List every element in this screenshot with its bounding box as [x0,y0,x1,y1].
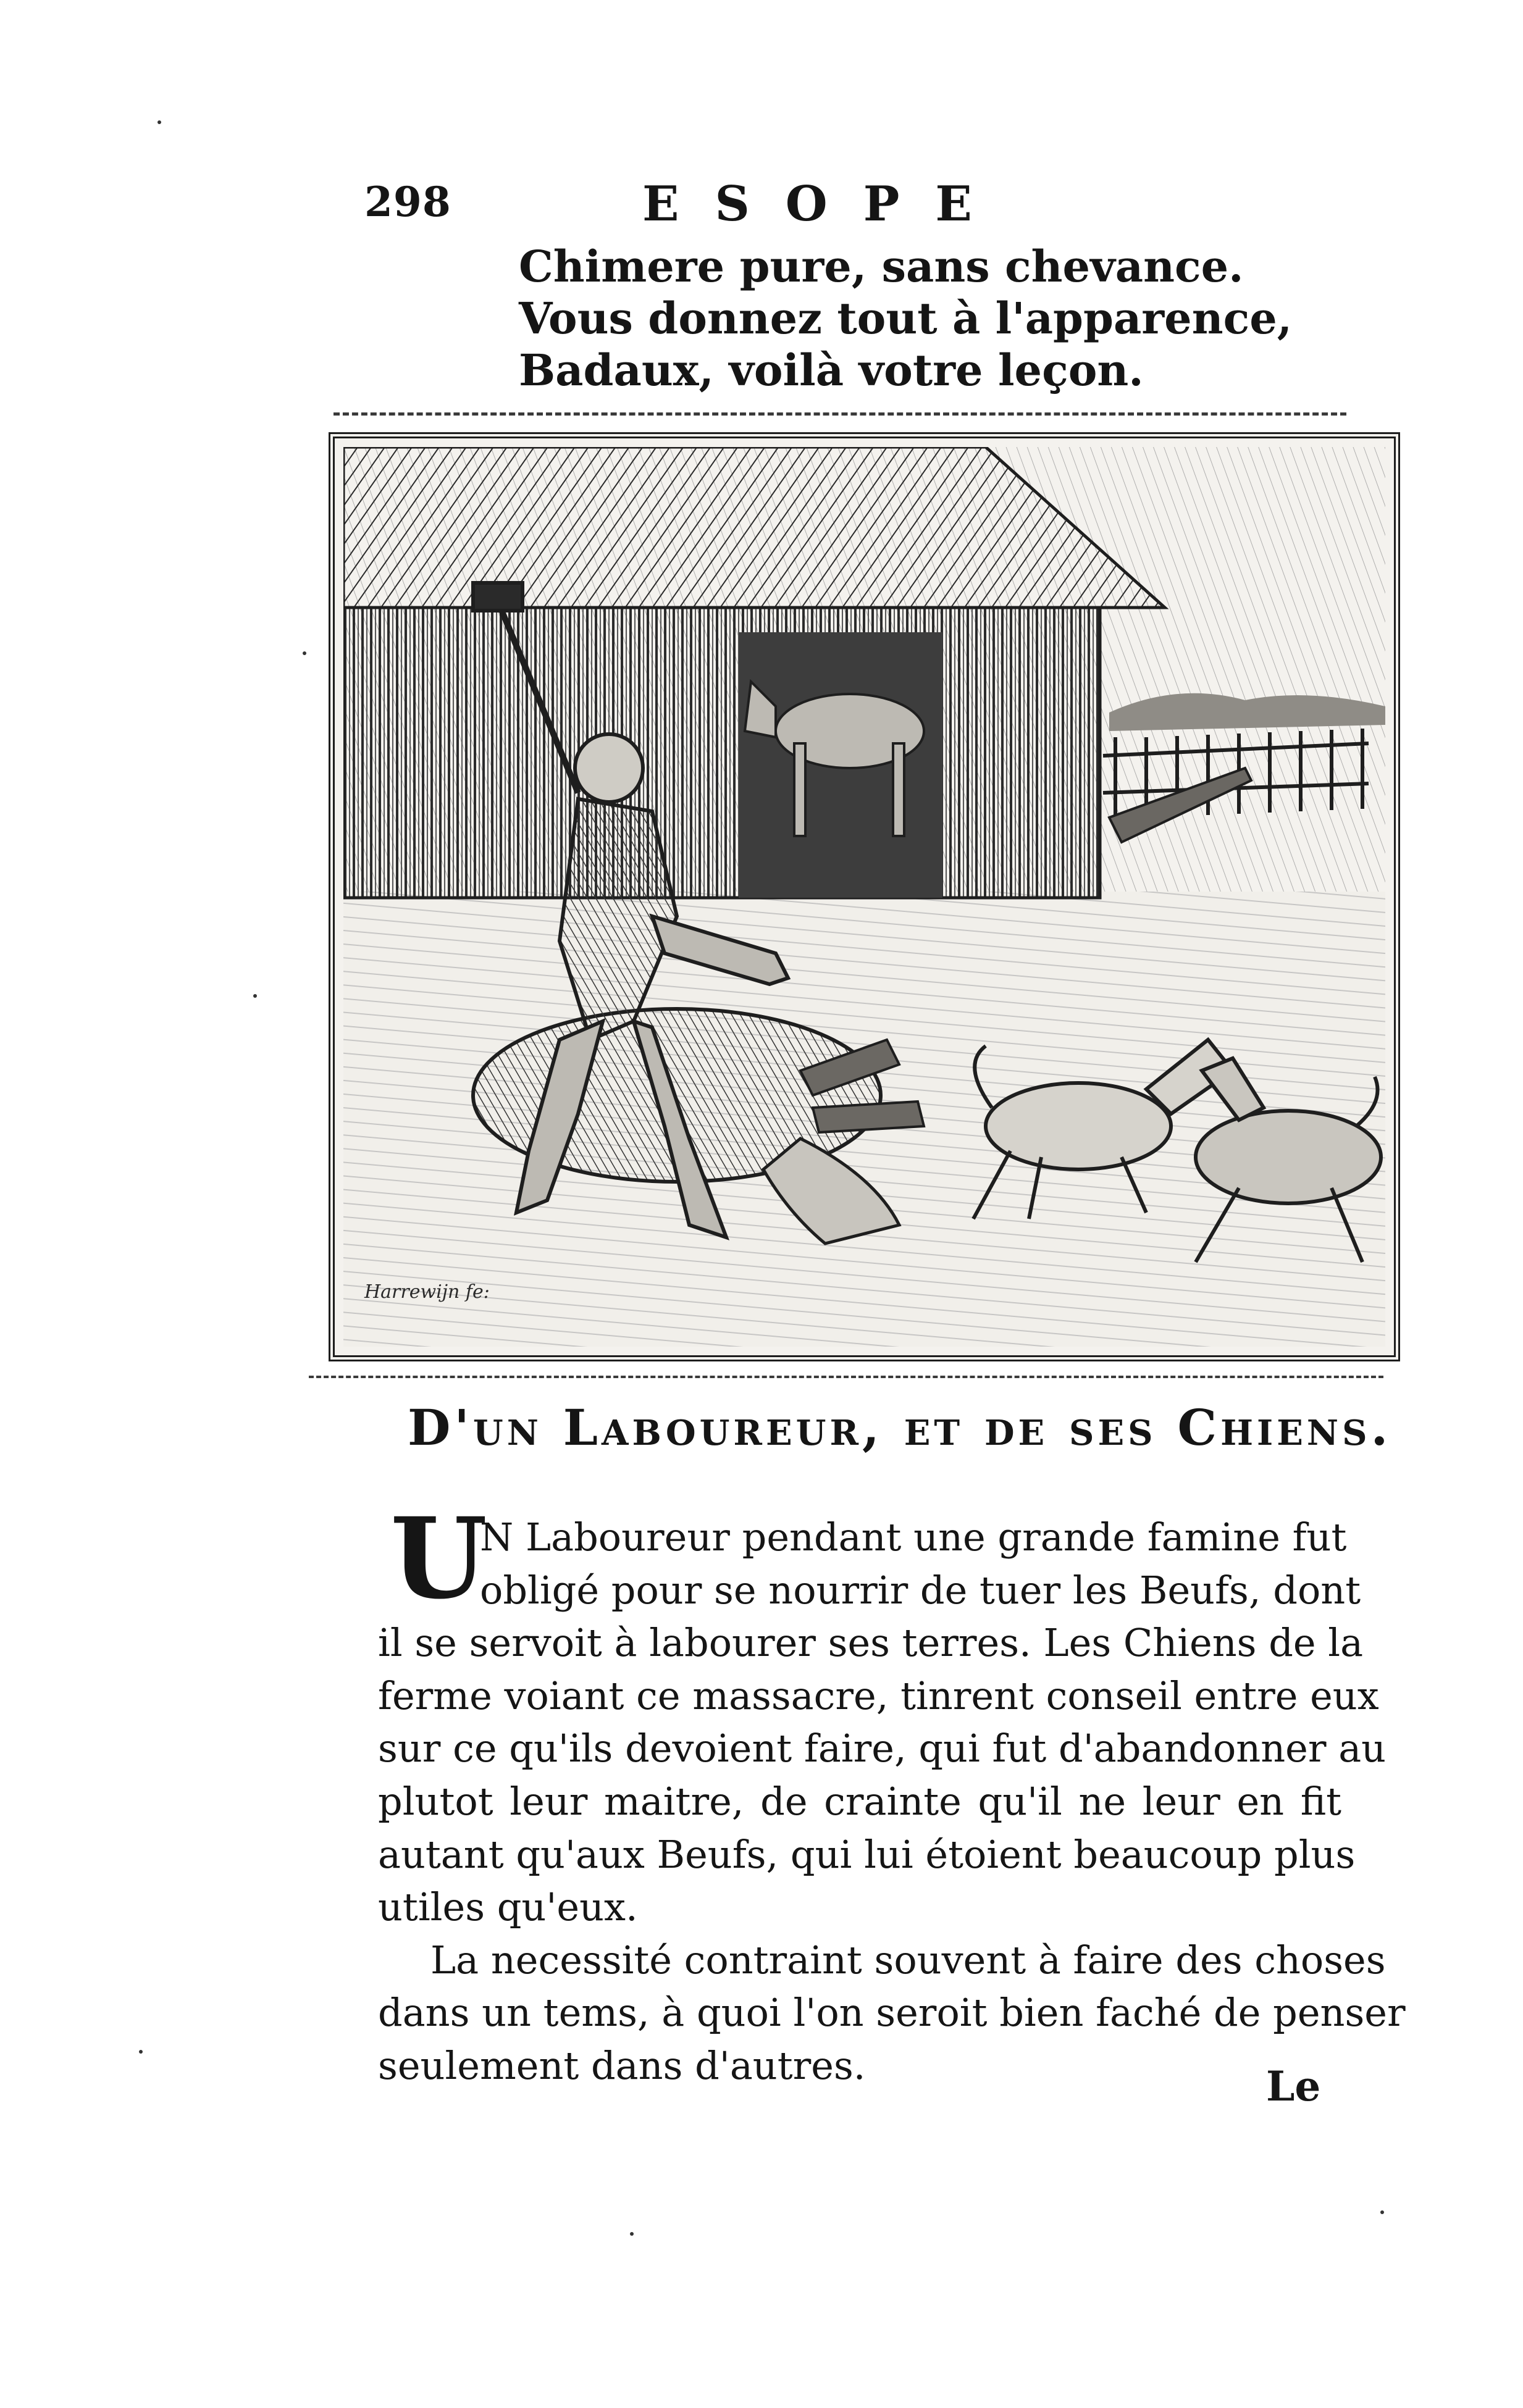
fable-body [378,1511,1406,2092]
divider-rule [334,412,1346,416]
engraving-scene [343,447,1385,1347]
engraving-illustration [329,432,1400,1361]
text-line: il se servoit à labourer ses terres. Les Chiens de la [378,1620,1364,1666]
paper-speck [303,651,306,655]
verse-line: Badaux, voilà votre leçon. [519,345,1144,396]
engraver-signature: Harrewijn fe: [364,1281,490,1303]
page-number: 298 [364,178,451,226]
text-line: La necessité contraint souvent à faire des choses [430,1937,1386,1983]
catchword: Le [1266,2062,1321,2110]
text-line: ferme voiant ce massacre, tinrent conseil entre eux [378,1673,1379,1718]
text-line: sur ce qu'ils devoient faire, qui fut d'abandonner au [378,1726,1387,1771]
paper-speck [253,994,257,998]
paper-speck [139,2050,143,2054]
text-line: N Laboureur pendant une grande famine fut [480,1515,1347,1560]
text-line: autant qu'aux Beufs, qui lui étoient beaucoup plus [378,1831,1356,1877]
verse-line: Vous donnez tout à l'apparence, [519,293,1293,344]
text-line: seulement dans d'autres. [378,2042,866,2088]
text-line: dans un tems, à quoi l'on seroit bien faché de penser [378,1990,1406,2036]
barn-wall [343,608,1100,898]
paper-speck [157,120,161,124]
fable-title: D'un Laboureur, et de ses Chiens. [408,1398,1392,1457]
verse-line: Chimere pure, sans chevance. [519,241,1244,292]
text-line: utiles qu'eux. [378,1884,638,1930]
verse-block [519,241,1292,396]
drop-cap: U [390,1494,487,1624]
paper-speck [630,2232,634,2236]
divider-rule [309,1376,1383,1378]
running-title: ESOPE [642,176,1008,232]
text-line: plutot leur maitre, de crainte qu'il ne leur en fit [378,1778,1341,1824]
text-line: obligé pour se nourrir de tuer les Beufs, dont [480,1567,1361,1613]
paper-speck [1380,2210,1384,2214]
